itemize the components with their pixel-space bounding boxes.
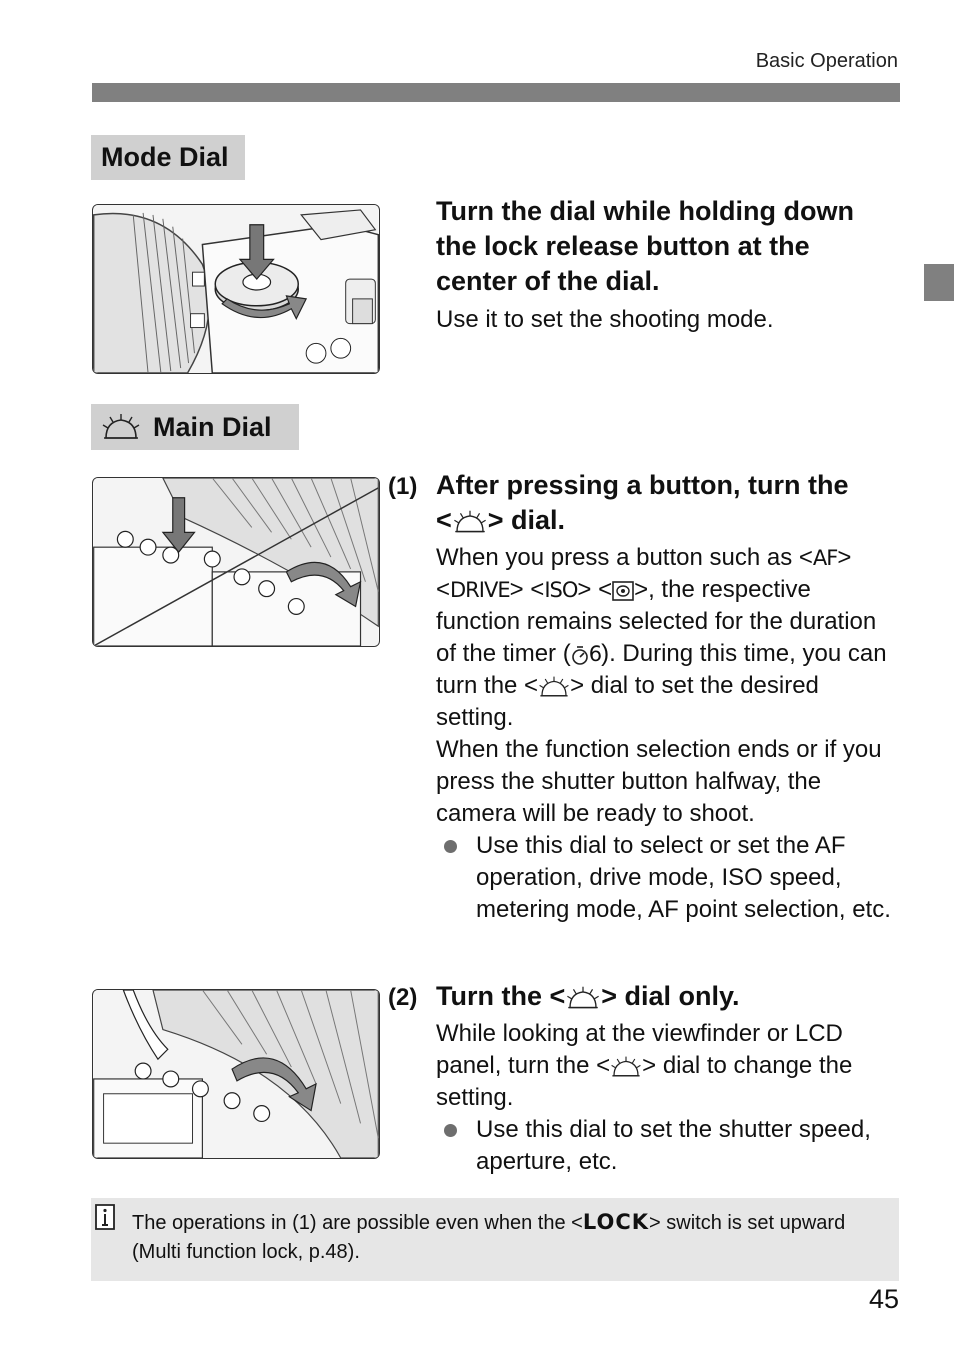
step1-gt-2: > bbox=[509, 576, 524, 603]
main-dial-icon bbox=[538, 675, 570, 699]
main-dial-icon bbox=[565, 985, 601, 1011]
metering-icon bbox=[612, 581, 634, 601]
mode-dial-instruction-title: Turn the dial while holding down the lock release button at the center of the dial. bbox=[436, 196, 854, 296]
step2-title bbox=[436, 979, 896, 1014]
step2-title-text-a: Turn the < bbox=[436, 981, 566, 1011]
step1-bullet bbox=[436, 830, 896, 926]
step1-title-text-a: After pressing a button, turn the bbox=[436, 470, 849, 500]
main-dial-icon bbox=[452, 509, 488, 535]
note-text-b: > switch is set upward (Multi function lock, p.48). bbox=[132, 1212, 846, 1263]
main-dial-illustration-1 bbox=[92, 477, 380, 647]
step1-lt-3: < bbox=[530, 576, 545, 603]
step1-bullet-text: Use this dial to select or set the AF operation, drive mode, ISO speed, metering mode, AF point selection, etc. bbox=[476, 832, 891, 923]
main-dial-heading bbox=[91, 404, 299, 450]
camera-lcd-main-dial-drawing bbox=[93, 990, 379, 1158]
camera-top-mode-dial-drawing bbox=[93, 205, 379, 373]
step2-bullet-text: Use this dial to set the shutter speed, aperture, etc. bbox=[476, 1116, 871, 1175]
note-icon bbox=[94, 1203, 116, 1231]
step2-title-text-b: > dial only. bbox=[601, 981, 740, 1011]
step2-number: (2) bbox=[388, 984, 418, 1011]
step2-bullet bbox=[436, 1114, 896, 1178]
bullet-icon bbox=[444, 840, 457, 853]
af-symbol: AF bbox=[812, 546, 838, 570]
main-dial-illustration-2 bbox=[92, 989, 380, 1159]
step1-lt-4: < bbox=[598, 576, 613, 603]
step1-title-lt: < bbox=[436, 505, 452, 535]
step1-gt-3: > bbox=[577, 576, 592, 603]
step1-title-text-b: > dial. bbox=[487, 505, 566, 535]
header-bar bbox=[92, 83, 900, 102]
step1-title bbox=[436, 468, 896, 538]
mode-dial-heading bbox=[91, 135, 245, 180]
drive-symbol: DRIVE bbox=[450, 578, 510, 602]
page-number: 45 bbox=[868, 1284, 899, 1314]
step1-text-d: > dial to set the desired setting. bbox=[436, 672, 819, 731]
step1-paragraph-2: When the function selection ends or if you press the shutter button halfway, the camera will be ready to shoot. bbox=[436, 736, 882, 827]
note-text-a: The operations in (1) are possible even when the < bbox=[132, 1212, 583, 1234]
lock-symbol: LOCK bbox=[582, 1210, 650, 1234]
iso-symbol: ISO bbox=[544, 578, 578, 602]
camera-buttons-main-dial-drawing bbox=[93, 478, 379, 646]
step2-text-b: > dial to change the setting. bbox=[436, 1052, 853, 1111]
step1-number: (1) bbox=[388, 473, 418, 500]
mode-dial-instruction-text: Use it to set the shooting mode. bbox=[436, 306, 774, 333]
bullet-icon bbox=[444, 1124, 457, 1137]
main-dial-icon bbox=[610, 1055, 642, 1079]
step1-text-a: When you press a button such as < bbox=[436, 544, 813, 571]
step1-gt-1: > bbox=[837, 544, 852, 571]
side-chapter-tab bbox=[924, 264, 954, 301]
step2-text-a: While looking at the viewfinder or LCD panel, turn the < bbox=[436, 1020, 843, 1079]
step1-text-c: ). During this time, you can turn the < bbox=[436, 640, 887, 699]
step1-lt-2: < bbox=[436, 576, 451, 603]
mode-dial-heading-text: Mode Dial bbox=[101, 142, 229, 172]
step1-text-b: >, the respective function remains selected for the duration of the timer ( bbox=[436, 576, 877, 667]
timer-value: 6 bbox=[588, 642, 602, 666]
step1-paragraph-1 bbox=[436, 542, 896, 734]
main-dial-heading-text: Main Dial bbox=[153, 411, 272, 442]
step2-paragraph bbox=[436, 1018, 896, 1114]
timer-icon bbox=[571, 644, 589, 666]
note-text bbox=[132, 1208, 872, 1267]
mode-dial-illustration bbox=[92, 204, 380, 374]
main-dial-icon bbox=[101, 412, 141, 442]
header-section-label: Basic Operation bbox=[755, 50, 898, 72]
